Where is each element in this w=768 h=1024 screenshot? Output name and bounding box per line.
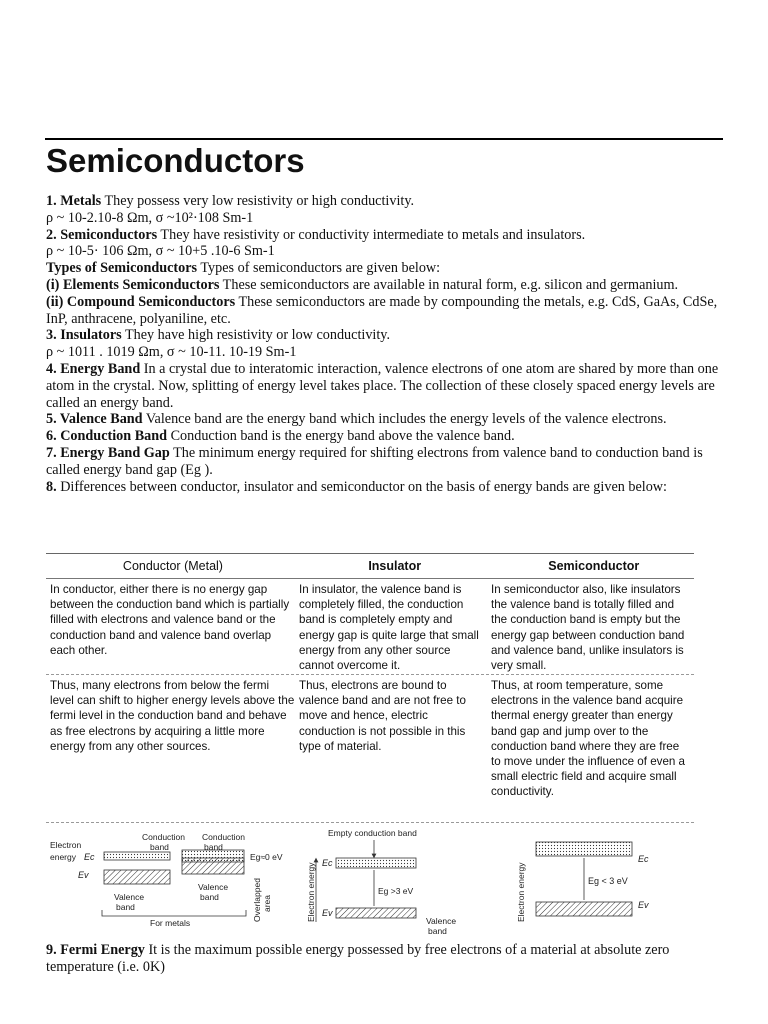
metals-values: ρ ~ 10-2.10-8 Ωm, σ ~10²·108 Sm-1: [46, 209, 254, 226]
insulators-values: ρ ~ 1011 . 1019 Ωm, σ ~ 10-11. 10-19 Sm-1: [46, 344, 297, 361]
energy-band-diagrams: [46, 826, 694, 936]
insulator-empty-cb-label: Empty conduction band: [328, 828, 417, 838]
semiconductor-conduction-band: [536, 842, 632, 856]
paragraph-elements: [46, 277, 722, 294]
paragraph-semiconductors: [46, 227, 722, 244]
paragraph-valence-band: [46, 411, 722, 428]
semiconductor-band-diagram: [516, 842, 649, 922]
cell-insulator: In insulator, the valence band is completely filled, the conduction band is completely empty and energy gap is quite large that small energy from any other source cannot overcome it.: [299, 583, 479, 673]
semiconductor-axis-label: Electron energy: [516, 862, 526, 922]
types-text: Types of semiconductors are given below:: [197, 260, 441, 277]
metal-energy-label: energy: [50, 852, 76, 862]
metal2-valence-label-b: band: [200, 892, 219, 902]
conduction-band-heading: 6. Conduction Band: [46, 428, 168, 445]
insulator-axis-label: Electron energy: [306, 862, 316, 922]
cell-semiconductor: In semiconductor also, like insulators the valence band is totally filled and the conduction band is empty but the energy gap between conduction band and valence band, unlike insulators is very small.: [491, 583, 685, 673]
metal1-cond-label-b: band: [150, 842, 169, 852]
cell-semiconductor: Thus, at room temperature, some electrons in the valence band acquire thermal energy greater than energy band gap and jump over to the conduction band where they are free to move under the influence of even a small electric field and acquire small conductivity.: [491, 679, 686, 799]
metal-overlapped-label: Overlapped: [252, 878, 262, 922]
insulator-ec-label: Ec: [322, 858, 333, 868]
elements-heading: (i) Elements Semiconductors: [46, 276, 220, 293]
insulator-valence-label: Valence: [426, 916, 457, 926]
insulator-valence-band: [336, 908, 416, 918]
semiconductors-heading: 2. Semiconductors: [46, 226, 158, 243]
cell-conductor: In conductor, either there is no energy gap between the conduction band which is partially filled with electrons and valence band or the conduction band and valence band overlap each other.: [50, 583, 290, 657]
energy-band-text: In a crystal due to interatomic interaction, valence electrons of one atom are shared by more than one atom in the crystal. Now, splitting of energy level takes place. The collection of these closely spaced energy levels are called an energy band.: [46, 360, 719, 411]
cell-insulator: Thus, electrons are bound to valence band and are not free to move and hence, electric conduction is not possible in this type of material.: [299, 679, 466, 753]
semiconductors-text: They have resistivity or conductivity intermediate to metals and insulators.: [157, 226, 586, 243]
cell-conductor: Thus, many electrons from below the fermi level can shift to higher energy levels above the fermi level in the conduction band and behave as free electrons by acquiring a little more energy from any other sources.: [50, 679, 295, 753]
metals-heading: 1. Metals: [46, 193, 102, 209]
insulators-text: They have high resistivity or low conductivity.: [121, 327, 391, 344]
paragraph-fermi-energy: [46, 942, 722, 976]
insulators-heading: 3. Insulators: [46, 327, 122, 344]
metal-ev-label: Ev: [78, 870, 89, 880]
paragraph-metals: [46, 193, 722, 210]
semiconductor-ec-label: Ec: [638, 854, 649, 864]
metal1-cond-label: Conduction: [142, 832, 186, 842]
energy-band-gap-text: The minimum energy required for shifting electrons from valence band to conduction band is called energy band gap (Eg ).: [46, 444, 703, 478]
table-row: [46, 675, 694, 823]
metals-text: They possess very low resistivity or high conductivity.: [101, 193, 415, 209]
valence-band-heading: 5. Valence Band: [46, 411, 143, 428]
metal2-overlap-band: [182, 858, 244, 874]
elements-text: These semiconductors are available in natural form, e.g. silicon and germanium.: [219, 276, 679, 293]
metal1-valence-band: [104, 870, 170, 884]
insulator-conduction-band: [336, 858, 416, 868]
differences-text: Differences between conductor, insulator and semiconductor on the basis of energy bands are given below:: [56, 478, 667, 495]
metal-electron-label: Electron: [50, 840, 82, 850]
metal1-valence-label-b: band: [116, 902, 135, 912]
paragraph-differences: [46, 479, 722, 496]
metal2-valence-label: Valence: [198, 882, 229, 892]
differences-heading: 8.: [46, 478, 57, 495]
header-semiconductor: Semiconductor: [548, 559, 640, 573]
header-insulator: Insulator: [368, 559, 422, 573]
paragraph-conduction-band: [46, 428, 722, 445]
document-body: [46, 193, 722, 495]
metal2-cond-label: Conduction: [202, 832, 246, 842]
metal1-valence-label: Valence: [114, 892, 145, 902]
compound-heading: (ii) Compound Semiconductors: [46, 293, 236, 310]
metal2-cond-label-b: band: [204, 842, 223, 852]
metal-area-label: area: [262, 894, 272, 912]
conduction-band-text: Conduction band is the energy band above the valence band.: [167, 428, 515, 445]
table-row: [46, 579, 694, 675]
fermi-energy-heading: 9. Fermi Energy: [46, 942, 145, 958]
table-header: [46, 554, 694, 579]
metal2-eg-label: Eg≈0 eV: [250, 852, 283, 862]
semiconductor-eg-label: Eg < 3 eV: [588, 876, 628, 886]
header-conductor: Conductor (Metal): [122, 559, 223, 573]
semiconductor-valence-band: [536, 902, 632, 916]
paragraph-energy-band-gap: [46, 445, 722, 479]
paragraph-compound: [46, 294, 722, 328]
metal-for-metals-label: For metals: [150, 918, 191, 928]
insulator-eg-label: Eg >3 eV: [378, 886, 414, 896]
types-heading: Types of Semiconductors: [46, 260, 198, 277]
insulator-valence-label-b: band: [428, 926, 447, 936]
document-body-continued: [46, 942, 722, 976]
paragraph-types: [46, 260, 722, 277]
insulator-band-diagram: [306, 828, 456, 936]
metal-ec-label: Ec: [84, 852, 95, 862]
insulator-ev-label: Ev: [322, 908, 333, 918]
top-rule: [45, 138, 723, 140]
fermi-energy-text: It is the maximum possible energy possessed by free electrons of a material at absolute zero temperature (i.e. 0K): [46, 942, 670, 975]
comparison-table: [46, 553, 694, 823]
valence-band-text: Valence band are the energy band which includes the energy levels of the valence electrons.: [142, 411, 667, 428]
semiconductor-ev-label: Ev: [638, 900, 649, 910]
energy-band-gap-heading: 7. Energy Band Gap: [46, 444, 170, 461]
semiconductors-values: ρ ~ 10-5· 106 Ωm, σ ~ 10+5 .10-6 Sm-1: [46, 243, 275, 260]
energy-band-heading: 4. Energy Band: [46, 360, 141, 377]
paragraph-energy-band: [46, 361, 722, 411]
metal-band-diagram: [50, 832, 283, 928]
page-title: Semiconductors: [46, 142, 305, 179]
compound-text: These semiconductors are made by compounding the metals, e.g. CdS, GaAs, CdSe, InP, anthracene, polyaniline, etc.: [46, 293, 718, 327]
metal1-conduction-band: [104, 852, 170, 860]
paragraph-insulators: [46, 327, 722, 344]
